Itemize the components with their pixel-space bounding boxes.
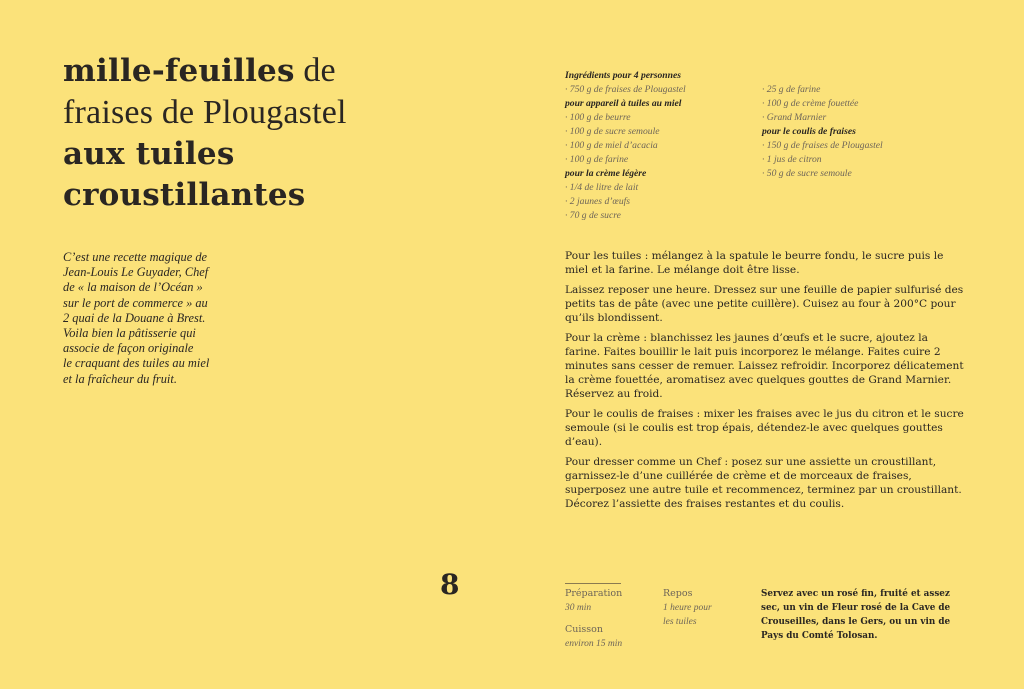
ingredient-heading: pour la crème légère: [565, 168, 647, 179]
intro-line: associe de façon originale: [63, 341, 194, 356]
wine-line: Crouseilles, dans le Gers, ou un vin de: [761, 617, 951, 627]
prep-value: 30 min: [565, 603, 592, 613]
intro-line: C’est une recette magique de: [63, 250, 208, 264]
divider: [565, 583, 621, 584]
wine-line: Servez avec un rosé fin, fruité et assez: [761, 589, 950, 599]
ingredient-item: · 750 g de fraises de Plougastel: [565, 84, 686, 95]
ingredient-heading: Ingrédients pour 4 personnes: [565, 70, 681, 81]
step-paragraph: Pour la crème : blanchissez les jaunes d’œufs et le sucre, ajoutez la farine. Faites bouillir le lait puis incorporez le mélange. Faites cuire 2 minutes sans cesser de remuer. Laissez refroidir. Incorporez délicatement la crème fouettée, aromatisez avec quelques gouttes de Grand Marnier. Réservez au froid.: [565, 332, 964, 400]
wine-pairing: [761, 587, 961, 643]
ingredient-item: · 70 g de sucre: [565, 210, 621, 221]
ingredient-item: · 150 g de fraises de Plougastel: [762, 140, 883, 151]
rest-info: [663, 587, 712, 629]
intro-text: [63, 250, 243, 387]
wine-line: Pays du Comté Tolosan.: [761, 631, 878, 641]
step-paragraph: Laissez reposer une heure. Dressez sur une feuille de papier sulfurisé des petits tas de pâte (avec une petite cuillère). Cuisez au four à 200°C pour qu’ils blondissent.: [565, 284, 964, 324]
step-paragraph: Pour les tuiles : mélangez à la spatule le beurre fondu, le sucre puis le miel et la farine. Le mélange doit être lisse.: [565, 250, 944, 276]
recipe-steps: [565, 249, 965, 517]
ingredient-item: · Grand Marnier: [762, 112, 827, 123]
title-part-3: fraises de Plougastel: [63, 94, 347, 131]
ingredient-item: · 100 g de sucre semoule: [565, 126, 660, 137]
cook-value: environ 15 min: [565, 639, 623, 649]
intro-line: de « la maison de l’Océan »: [63, 280, 203, 295]
recipe-title: [63, 50, 443, 216]
ingredient-item: · 100 g de crème fouettée: [762, 98, 859, 109]
ingredients-column-1: [565, 69, 755, 223]
ingredient-heading: pour appareil à tuiles au miel: [565, 98, 682, 109]
step-paragraph: Pour le coulis de fraises : mixer les fraises avec le jus du citron et le sucre semoule (si le coulis est trop épais, détendez-le avec quelques gouttes d’eau).: [565, 408, 964, 448]
wine-line: sec, un vin de Fleur rosé de la Cave de: [761, 603, 951, 613]
ingredient-heading: pour le coulis de fraises: [762, 126, 856, 137]
ingredient-item: · 100 g de miel d’acacia: [565, 140, 658, 151]
step-paragraph: Pour dresser comme un Chef : posez sur une assiette un croustillant, garnissez-le d’une cuillérée de crème et de morceaux de fraises, superposez une autre tuile et recommencez, terminez par un croustillant. Décorez l’assiette des fraises restantes et du coulis.: [565, 456, 962, 510]
ingredient-item: · 50 g de sucre semoule: [762, 168, 852, 179]
prep-label: Préparation: [565, 588, 623, 599]
ingredient-item: · 1/4 de litre de lait: [565, 182, 639, 193]
cook-label: Cuisson: [565, 624, 604, 635]
ingredients-column-2: [762, 83, 952, 181]
intro-line: Voila bien la pâtisserie qui: [63, 326, 196, 341]
ingredient-item: · 25 g de farine: [762, 84, 821, 95]
intro-line: et la fraîcheur du fruit.: [63, 371, 177, 386]
rest-value-1: 1 heure pour: [663, 603, 712, 613]
intro-line: Jean-Louis Le Guyader, Chef: [63, 265, 209, 280]
intro-line: le craquant des tuiles au miel: [63, 356, 210, 371]
title-part-4: aux tuiles: [63, 136, 235, 172]
title-part-1: mille-feuilles: [63, 53, 295, 89]
ingredient-item: · 2 jaunes d’œufs: [565, 196, 631, 207]
rest-value-2: les tuiles: [663, 617, 697, 627]
rest-label: Repos: [663, 588, 693, 599]
intro-line: 2 quai de la Douane à Brest.: [63, 310, 206, 325]
title-part-5: croustillantes: [63, 177, 306, 213]
ingredient-item: · 100 g de beurre: [565, 112, 631, 123]
title-part-2: de: [294, 52, 336, 89]
intro-line: sur le port de commerce » au: [63, 295, 208, 310]
ingredient-item: · 1 jus de citron: [762, 154, 822, 165]
prep-info: [565, 587, 622, 651]
page-number: 8: [440, 568, 460, 601]
ingredient-item: · 100 g de farine: [565, 154, 629, 165]
